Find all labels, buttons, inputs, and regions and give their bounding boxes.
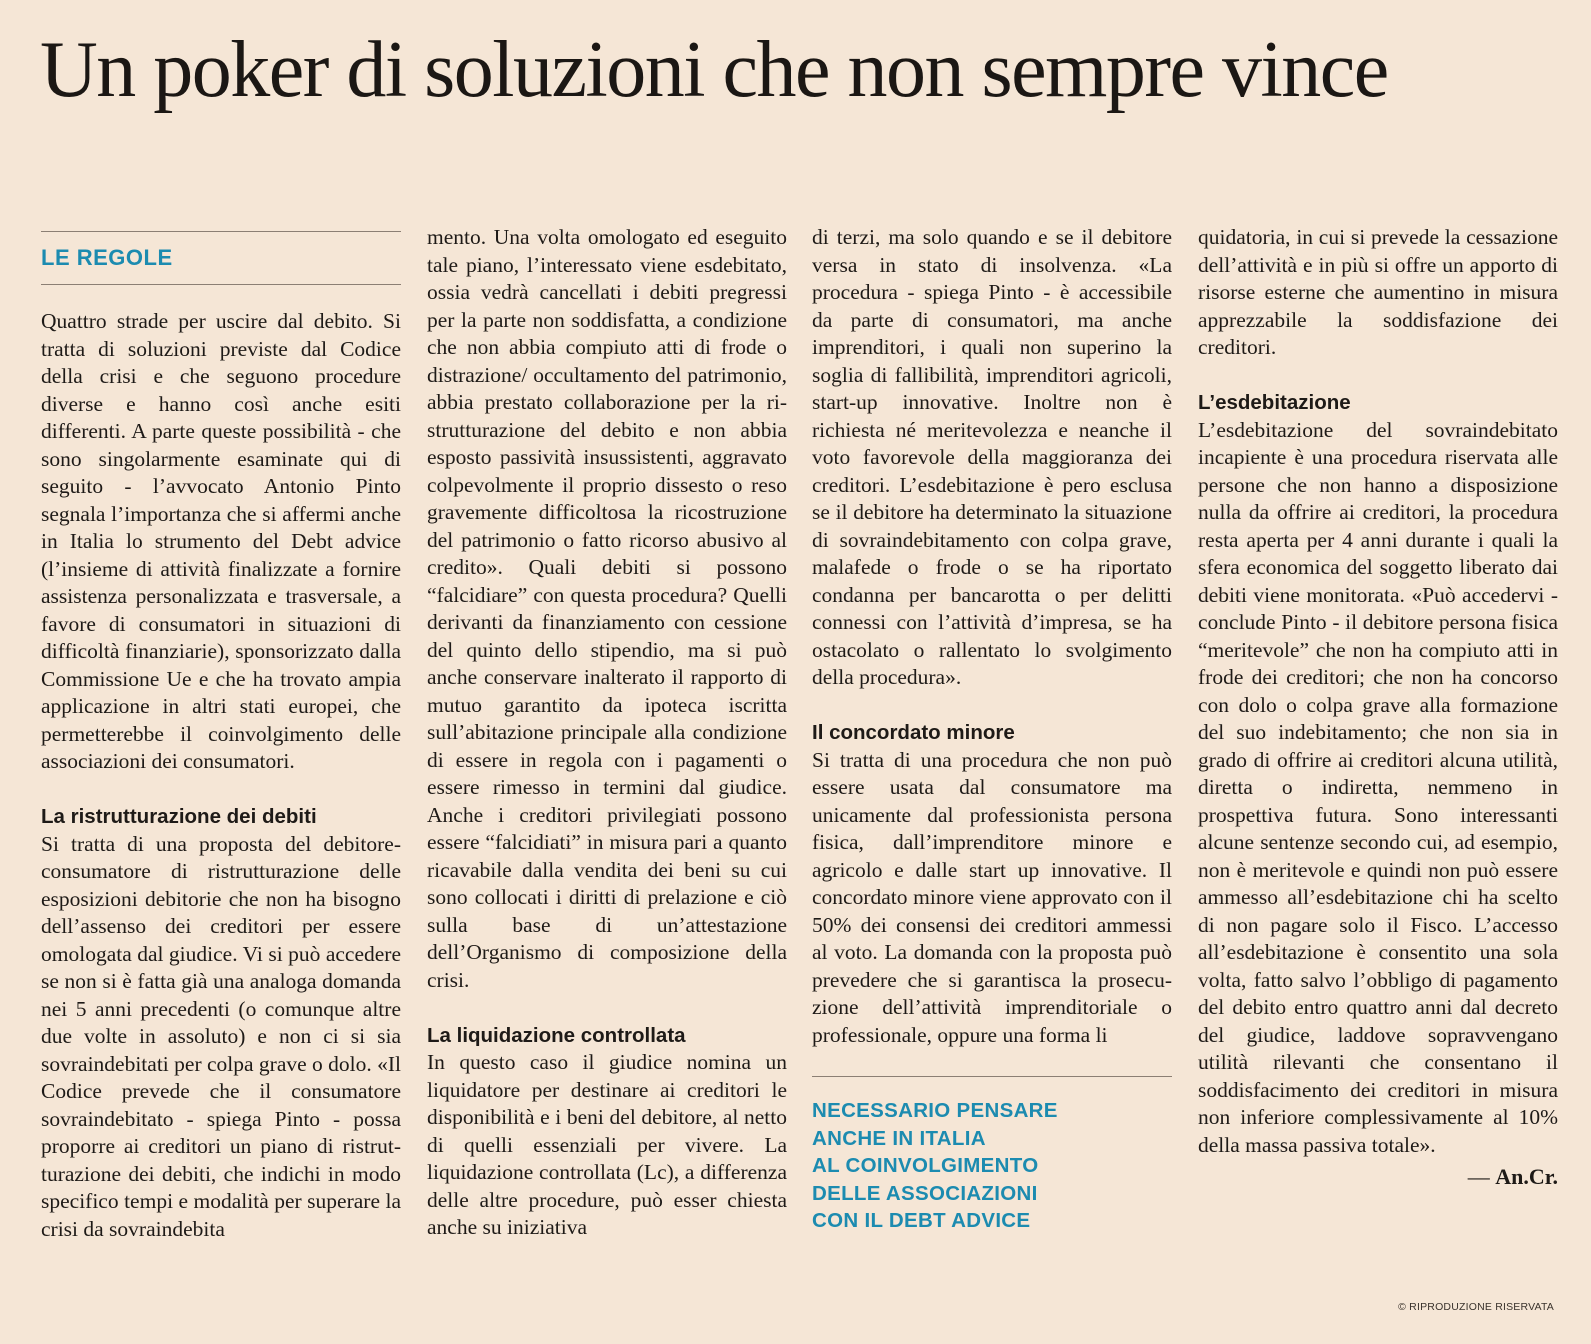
body-esdebitazione: L’esdebitazione del sovraindebitato incapiente è una procedura riservata alle persone che non hanno a disposizione nulla da offrire ai creditori, la procedura resta aperta per 4 anni durante i quali la sfera economica del soggetto liberato dai debiti viene monitorata. «Può accedervi - conclude Pinto - il debitore persona fisica “meritevole” che non ha compiuto atti in frode dei creditori; che non ha concorso con dolo o colpa grave alla formazione del suo indebitamento; che non sia in grado di offrire ai creditori alcuna utilità, diretta o indiretta, nemmeno in prospettiva futura. Sono interessanti alcune sentenze secondo cui, ad esempio, non è meritevole e quindi non può essere ammesso all’esdebitazione chi ha scelto di non pagare solo il Fisco. L’accesso all’esdebitazione è consentito una sola volta, fatto salvo l’obbligo di pagamento del debito entro quattro anni dal decreto del giudice, laddove sopravvengano utilità rilevanti che consentano il soddisfacimento dei creditori in misura non inferiore complessivamente al 10% della massa passiva totale». [1198, 417, 1558, 1157]
signature-dash: — [1467, 1164, 1496, 1189]
column-1 [41, 224, 401, 1243]
signature-initials: An.Cr. [1495, 1164, 1558, 1189]
column-4 [1198, 224, 1558, 1191]
subheading-concordato: Il concordato minore [812, 721, 1015, 744]
body-liquidazione: In questo caso il giudice nomina un liquidatore per destinare ai creditori le disponibilità e i beni del debitore, al netto di quelli essenziali per vivere. La liquidazione controllata (Lc), a differenza delle altre procedure, può esser chiesta anche su iniziativa [427, 1050, 787, 1239]
subheading-liquidazione: La liquidazione controllata [427, 1023, 686, 1047]
body-liquidazione-cont: di terzi, ma solo quando e se il debitore versa in stato di insolvenza. «La procedura - spiega Pinto - è accessibile da parte di consumatori, ma anche imprenditori, i quali non superino la soglia di fallibilità, imprenditori agricoli, start-up innovative. Inoltre non è richiesta né meritevolezza e neanche il voto favorevole della maggioranza dei creditori. L’esdebitazione è pero esclusa se il debitore ha determinato la situazione di sovraindebitamento con colpa grave, malafede o frode o se ha riportato condanna per bancarotta o per delitti connessi con l’attività d’impresa, se ha ostacolato o rallentato lo svolgimento della procedura». [812, 225, 1172, 689]
section-label: LE REGOLE [41, 245, 173, 271]
headline: Un poker di soluzioni che non sempre vince [40, 26, 1388, 114]
pullquote-line: CON IL DEBT ADVICE [812, 1209, 1031, 1232]
pullquote-box [812, 1076, 1172, 1235]
subheading-ristrutturazione: La ristrutturazione dei debiti [41, 805, 317, 828]
copyright-notice: © RIPRODUZIONE RISERVATA [1398, 1301, 1554, 1313]
body-concordato: Si tratta di una procedura che non può essere usata dal consumatore ma unicamente dal professionista persona fisica, dall’imprenditore minore e agricolo e dalle start up innovative. Il concordato minore viene approvato con il 50% dei consensi dei creditori ammessi al voto. La domanda con la proposta può prevedere che si garantisca la prosecuzione dell’attività imprenditoriale o professionale, oppure una forma li [812, 747, 1172, 1047]
body-concordato-cont: quidatoria, in cui si prevede la cessazione dell’attività e in più si offre un apporto di risorse esterne che aumentino in misura apprezzabile la soddisfazione dei creditori. [1198, 225, 1558, 359]
body-ristrutturazione: Si tratta di una proposta del debitore-consumatore di ristrutturazione delle esposizioni debitorie che non ha bisogno dell’assenso dei creditori per essere omologata dal giudice. Vi si può accedere se non si è fatta già una analoga domanda nei 5 anni precedenti (o comunque altre due volte in assoluto) e non ci si sia sovraindebitati per colpa grave o dolo. «Il Codice prevede che il consumatore sovraindebitato - spiega Pinto - possa proporre ai creditori un piano di ristrutturazione dei debiti, che indichi in modo specifico tempi e modalità per superare la crisi da sovraindebita [41, 831, 402, 1241]
column-2 [427, 224, 787, 1242]
subheading-esdebitazione: L’esdebitazione [1198, 391, 1351, 414]
pullquote-line: ANCHE IN ITALIA [812, 1126, 986, 1150]
pullquote-line: AL COINVOLGIMENTO [812, 1154, 1039, 1177]
section-label-box [41, 231, 401, 285]
body-ristrutturazione-cont: mento. Una volta omologato ed eseguito tale piano, l’interessato viene esdebitato, ossia vedrà cancellati i debiti pregressi per la parte non soddisfatta, a condizione che non abbia compiuto atti di frode o distrazione/ occultamento del patrimonio, abbia prestato collaborazione per la ristrutturazione del debito e non abbia esposto passività insussistenti, aggravato colpevolmente il proprio dissesto o reso gravemente difficoltosa la ricostruzione del patrimonio o fatto ricorso abusivo al credito». Quali debiti si possono “falcidiare” con questa procedura? Quelli derivanti da finanziamento con cessione del quinto dello stipendio, ma si può anche conservare inalterato il rapporto di mutuo garantito da ipoteca iscritta sull’abitazione principale alla condizione di essere in regola con i pagamenti o essere rimesso in termini dal giudice. Anche i creditori privilegiati possono essere “falcidiati” in misura pari a quanto ricavabile dalla vendita dei beni su cui sono collocati i diritti di prelazione e ciò sulla base di un’attestazione dell’Organismo di composizione della crisi. [427, 225, 787, 992]
column-3 [812, 224, 1172, 1235]
intro-paragraph: Quattro strade per uscire dal debito. Si tratta di soluzioni previste dal Codice della crisi e che seguono procedure diverse e hanno così anche esiti differenti. A parte queste possibilità - che sono singolarmente esaminate qui di seguito - l’avvocato Antonio Pinto segnala l’importanza che si affermi anche in Italia lo strumento del Debt advice (l’insieme di attività finalizzate a fornire assistenza personalizzata e trasversale, a favore di consumatori in situazioni di difficoltà finanziarie), sponsorizzato dalla Commissione Ue e che ha trovato ampia applicazione in altri stati europei, che permetterebbe il coinvolgimento delle associazioni dei consumatori. [41, 309, 401, 773]
pullquote-line: NECESSARIO PENSARE [812, 1099, 1058, 1122]
author-signature [1198, 1163, 1558, 1191]
pullquote-line: DELLE ASSOCIAZIONI [812, 1181, 1038, 1205]
